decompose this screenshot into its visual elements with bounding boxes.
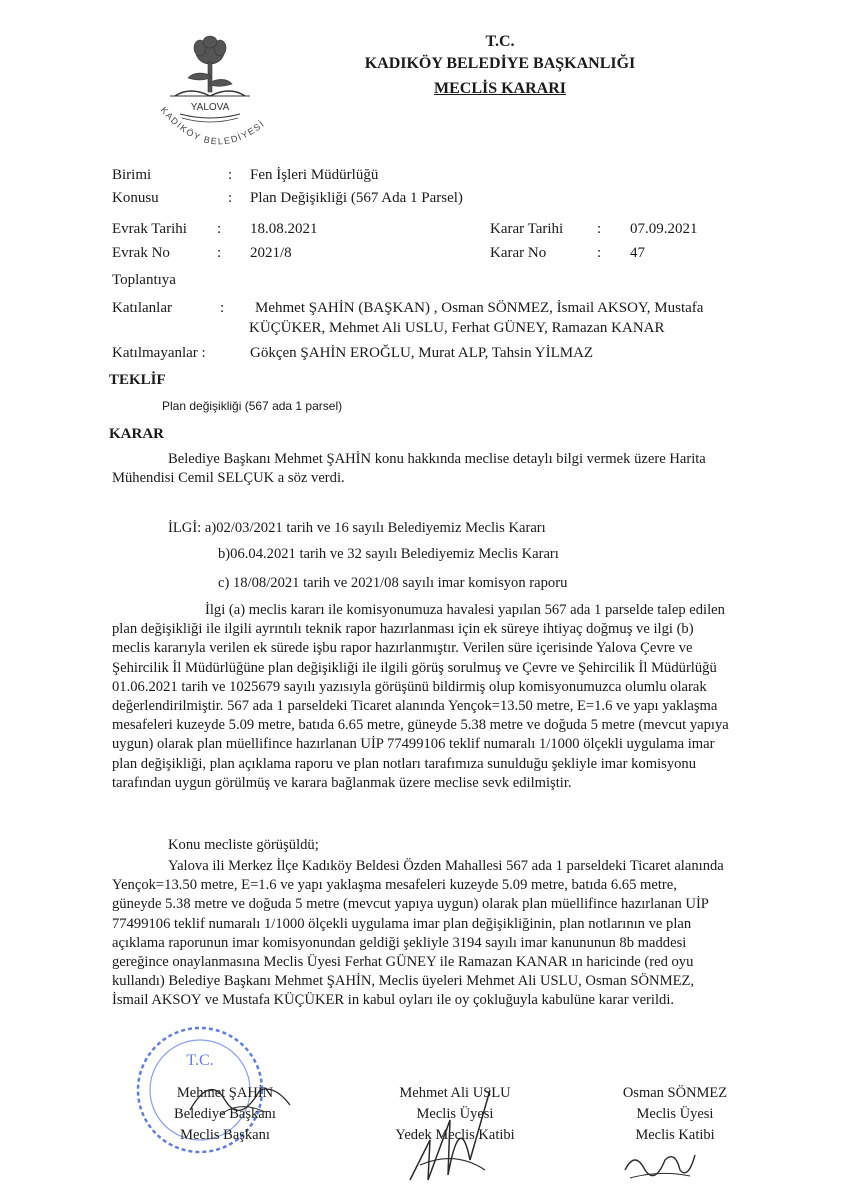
header-tc: T.C. bbox=[485, 33, 515, 50]
signature-block-3 bbox=[595, 1083, 755, 1146]
ilgi-c: c) 18/08/2021 tarih ve 2021/08 sayılı imar komisyon raporu bbox=[218, 575, 568, 591]
paragraph-line: 01.06.2021 tarih ve 1025679 sayılı yazısıyla görüşünü bildirmiş olup komisyonumuzca olumlu olarak bbox=[112, 678, 707, 695]
karar-intro-line1: Belediye Başkanı Mehmet ŞAHİN konu hakkında meclise detaylı bilgi vermek üzere Harita bbox=[168, 451, 706, 467]
ilgi-b: b)06.04.2021 tarih ve 32 sayılı Belediyemiz Meclis Kararı bbox=[218, 546, 559, 562]
paragraph-line: açıklama raporunun imar komisyonundan geldiği şekliyle 3194 sayılı imar kanununun 8b maddesi bbox=[112, 934, 687, 951]
evrak-tarihi-value: 18.08.2021 bbox=[250, 221, 318, 237]
paragraph-line: gereğince onaylanmasına Meclis Üyesi Ferhat GÜNEY ile Ramazan KANAR ın haricinde (red oyu bbox=[112, 954, 694, 971]
karar-intro-line2: Mühendisi Cemil SELÇUK a söz verdi. bbox=[112, 470, 345, 486]
paragraph-line: meclis kararıyla verilen ek sürede işbu rapor hazırlanmıştır. Verilen süre içerisinde Yalova Çevre ve bbox=[112, 640, 693, 657]
karar-no-label: Karar No bbox=[490, 245, 547, 261]
katilmayanlar-value: Gökçen ŞAHİN EROĞLU, Murat ALP, Tahsin YİLMAZ bbox=[250, 345, 594, 361]
paragraph-line: plan değişikliği ile ilgili ayrıntılı teknik rapor hazırlanması için ek süreye ihtiyaç doğmuş ve ilgi (b) bbox=[112, 621, 694, 638]
konu-gorusuldu: Konu mecliste görüşüldü; bbox=[168, 837, 319, 853]
signer-name: Mehmet Ali USLU bbox=[399, 1085, 511, 1101]
evrak-tarihi-label: Evrak Tarihi bbox=[112, 221, 187, 237]
teklif-text: Plan değişikliği (567 ada 1 parsel) bbox=[162, 399, 343, 413]
colon: : bbox=[220, 300, 225, 316]
colon: : bbox=[228, 167, 233, 183]
colon: : bbox=[597, 245, 602, 261]
katilanlar-label: Katılanlar bbox=[112, 300, 172, 316]
ilgi-a: İLGİ: a)02/03/2021 tarih ve 16 sayılı Belediyemiz Meclis Kararı bbox=[168, 520, 546, 536]
logo-arc-text: KADIKÖY BELEDİYESİ bbox=[158, 104, 267, 147]
paragraph-line: İsmail AKSOY ve Mustafa KÜÇÜKER in kabul oyları ile oy çokluğuyla kabulüne karar verildi. bbox=[112, 992, 675, 1009]
signer-name: Mehmet ŞAHİN bbox=[176, 1085, 274, 1101]
toplantiya-label: Toplantıya bbox=[112, 272, 176, 288]
paragraph-line: mesafeleri kuzeyde 5.09 metre, batıda 6.65 metre, güneyde 5.38 metre ve doğuda 5 metre (mevcut yapıya bbox=[112, 717, 729, 734]
colon: : bbox=[228, 190, 233, 206]
birimi-value: Fen İşleri Müdürlüğü bbox=[250, 167, 379, 183]
karar-tarihi-value: 07.09.2021 bbox=[630, 221, 698, 237]
signer-title: Meclis Katibi bbox=[635, 1127, 715, 1143]
paragraph-line: değerlendirilmiştir. 567 ada 1 parseldeki Ticaret alanında Yençok=13.50 metre, E=1.6 ve yapı yaklaşma bbox=[112, 698, 718, 715]
signer-name: Osman SÖNMEZ bbox=[622, 1085, 728, 1101]
header-institution: KADIKÖY BELEDİYE BAŞKANLIĞI bbox=[364, 55, 636, 72]
paragraph-line: tarafından uygun görülmüş ve karara bağlanmak üzere meclise sevk edilmiştir. bbox=[112, 774, 572, 791]
birimi-label: Birimi bbox=[112, 167, 152, 183]
logo-city-text: YALOVA bbox=[190, 102, 230, 113]
karar-paragraph-1 bbox=[112, 601, 848, 793]
paragraph-line: kullandı) Belediye Başkanı Mehmet ŞAHİN, Meclis üyeleri Mehmet Ali USLU, Osman SÖNMEZ, bbox=[112, 973, 695, 990]
katilanlar-line1: Mehmet ŞAHİN (BAŞKAN) , Osman SÖNMEZ, İsmail AKSOY, Mustafa bbox=[255, 300, 704, 316]
paragraph-line: uygun) olarak plan müellifince hazırlanan UİP 77499106 teklif numaralı 1/1000 ölçekli uygulama imar bbox=[112, 736, 715, 753]
katilmayanlar-label: Katılmayanlar : bbox=[112, 345, 206, 361]
karar-no-value: 47 bbox=[630, 245, 645, 261]
signer-title: Meclis Başkanı bbox=[180, 1127, 270, 1143]
paragraph-line: plan değişikliği, plan açıklama raporu ve plan notları tarafımıza sunulduğu şekliyle imar komisyonu bbox=[112, 755, 697, 772]
teklif-heading: TEKLİF bbox=[109, 372, 166, 388]
paragraph-line: Yalova ili Merkez İlçe Kadıköy Beldesi Özden Mahallesi 567 ada 1 parseldeki Ticaret alanında bbox=[168, 858, 724, 874]
paragraph-line: İlgi (a) meclis kararı ile komisyonumuza havalesi yapılan 567 ada 1 parselde talep edilen bbox=[205, 602, 725, 618]
colon: : bbox=[217, 245, 222, 261]
karar-heading: KARAR bbox=[109, 426, 164, 442]
konusu-label: Konusu bbox=[112, 190, 159, 206]
paragraph-line: 77499106 teklif numaralı 1/1000 ölçekli uygulama imar plan değişikliğinin, plan notlarının ve plan bbox=[112, 915, 692, 932]
colon: : bbox=[217, 221, 222, 237]
signer-title: Meclis Üyesi bbox=[636, 1106, 714, 1122]
paragraph-line: Yençok=13.50 metre, E=1.6 ve yapı yaklaşma mesafeleri kuzeyde 5.09 metre, batıda 6.65 metre, bbox=[112, 877, 677, 894]
handwritten-signature-2 bbox=[400, 1080, 510, 1190]
katilanlar-line2: KÜÇÜKER, Mehmet Ali USLU, Ferhat GÜNEY, Ramazan KANAR bbox=[249, 320, 665, 336]
signer-title: Belediye Başkanı bbox=[174, 1106, 276, 1122]
evrak-no-value: 2021/8 bbox=[250, 245, 292, 261]
stamp-text: T.C. bbox=[186, 1052, 214, 1069]
handwritten-signature-3 bbox=[620, 1140, 700, 1190]
header-doc-type: MECLİS KARARI bbox=[433, 80, 566, 97]
karar-paragraph-2 bbox=[112, 857, 838, 1011]
colon: : bbox=[597, 221, 602, 237]
evrak-no-label: Evrak No bbox=[112, 245, 170, 261]
karar-tarihi-label: Karar Tarihi bbox=[490, 221, 564, 237]
paragraph-line: güneyde 5.38 metre ve doğuda 5 metre (mevcut yapıya uygun) olarak plan müellifince hazırlanan UİP bbox=[112, 896, 709, 913]
konusu-value: Plan Değişikliği (567 Ada 1 Parsel) bbox=[250, 190, 463, 206]
signer-title: Meclis Üyesi bbox=[416, 1106, 494, 1122]
handwritten-signature-1 bbox=[180, 1070, 300, 1130]
paragraph-line: Şehircilik İl Müdürlüğüne plan değişikliği ile ilgili görüş sorulmuş ve Çevre ve Şehircilik İl Müdürlüğü bbox=[112, 659, 717, 676]
municipality-logo bbox=[150, 30, 270, 160]
signer-title: Yedek Meclis Katibi bbox=[395, 1127, 515, 1143]
